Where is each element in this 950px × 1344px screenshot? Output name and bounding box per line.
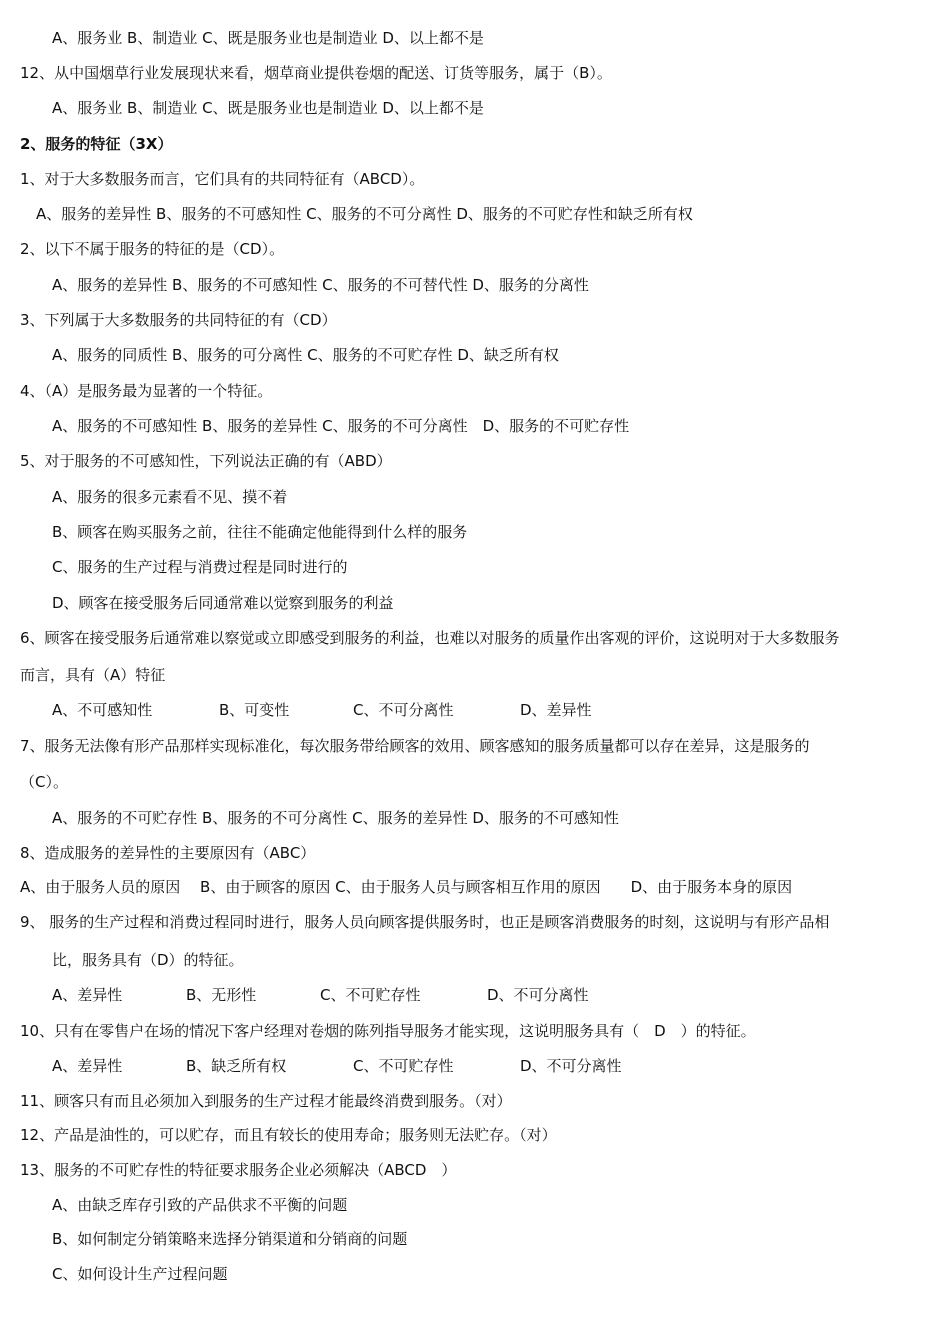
option-c: C、不可分离性: [353, 701, 454, 719]
question-11: 11、顾客只有而且必须加入到服务的生产过程才能最终消费到服务。（对）: [20, 1092, 512, 1110]
option-d: D、不可分离性: [520, 1057, 622, 1075]
question-2: 2、以下不属于服务的特征的是（CD）。: [20, 240, 285, 258]
question-1-options: A、服务的差异性 B、服务的不可感知性 C、服务的不可分离性 D、服务的不可贮存性和缺乏所有权: [36, 205, 693, 223]
question-4-options: A、服务的不可感知性 B、服务的差异性 C、服务的不可分离性 D、服务的不可贮存性: [52, 417, 630, 435]
question-3: 3、下列属于大多数服务的共同特征的有（CD）: [20, 311, 337, 329]
question-5-option-c: C、服务的生产过程与消费过程是同时进行的: [52, 558, 348, 576]
question-2-options: A、服务的差异性 B、服务的不可感知性 C、服务的不可替代性 D、服务的分离性: [52, 276, 589, 294]
option-line: A、服务业 B、制造业 C、既是服务业也是制造业 D、以上都不是: [52, 29, 484, 47]
question-10: 10、只有在零售户在场的情况下客户经理对卷烟的陈列指导服务才能实现，这说明服务具有（ D ）的特征。: [20, 1022, 756, 1040]
option-b: B、可变性: [219, 701, 290, 719]
question-7-cont: （C）。: [20, 773, 68, 791]
question-1: 1、对于大多数服务而言，它们具有的共同特征有（ABCD）。: [20, 170, 425, 188]
option-a: A、差异性: [52, 1057, 123, 1075]
question-6-options: [52, 699, 592, 721]
question-5-option-d: D、顾客在接受服务后同通常难以觉察到服务的利益: [52, 594, 394, 612]
question-8-options: A、由于服务人员的原因 B、由于顾客的原因 C、由于服务人员与顾客相互作用的原因 D、由于服务本身的原因: [20, 878, 793, 896]
question-5-option-a: A、服务的很多元素看不见、摸不着: [52, 488, 288, 506]
option-b: B、缺乏所有权: [186, 1057, 287, 1075]
question-8: 8、造成服务的差异性的主要原因有（ABC）: [20, 844, 316, 862]
question-3-options: A、服务的同质性 B、服务的可分离性 C、服务的不可贮存性 D、缺乏所有权: [52, 346, 559, 364]
question-6-cont: 而言，具有（A）特征: [20, 666, 166, 684]
option-a: A、不可感知性: [52, 701, 153, 719]
option-c: C、不可贮存性: [320, 986, 421, 1004]
option-d: D、差异性: [520, 701, 592, 719]
question-9-options: [52, 984, 589, 1006]
option-b: B、无形性: [186, 986, 257, 1004]
question-10-options: [52, 1055, 622, 1077]
question-7-options: A、服务的不可贮存性 B、服务的不可分离性 C、服务的差异性 D、服务的不可感知性: [52, 809, 619, 827]
question-13-option-a: A、由缺乏库存引致的产品供求不平衡的问题: [52, 1196, 348, 1214]
question-7: 7、服务无法像有形产品那样实现标准化，每次服务带给顾客的效用、顾客感知的服务质量都可以存在差异，这是服务的: [20, 737, 810, 755]
question-9: 9、 服务的生产过程和消费过程同时进行，服务人员向顾客提供服务时，也正是顾客消费服务的时刻，这说明与有形产品相: [20, 913, 830, 931]
option-line: A、服务业 B、制造业 C、既是服务业也是制造业 D、以上都不是: [52, 99, 484, 117]
question-4: 4、（A）是服务最为显著的一个特征。: [20, 382, 273, 400]
option-a: A、差异性: [52, 986, 123, 1004]
question-13: 13、服务的不可贮存性的特征要求服务企业必须解决（ABCD ）: [20, 1161, 457, 1179]
question-12: 12、产品是油性的，可以贮存，而且有较长的使用寿命；服务则无法贮存。（对）: [20, 1126, 557, 1144]
question-5: 5、对于服务的不可感知性，下列说法正确的有（ABD）: [20, 452, 392, 470]
option-d: D、不可分离性: [487, 986, 589, 1004]
question-12-prev: 12、从中国烟草行业发展现状来看，烟草商业提供卷烟的配送、订货等服务，属于（B）。: [20, 64, 612, 82]
option-c: C、不可贮存性: [353, 1057, 454, 1075]
question-13-option-c: C、如何设计生产过程问题: [52, 1265, 228, 1283]
section-heading: 2、服务的特征（3X）: [20, 135, 173, 153]
question-6: 6、顾客在接受服务后通常难以察觉或立即感受到服务的利益，也难以对服务的质量作出客观的评价，这说明对于大多数服务: [20, 629, 840, 647]
question-13-option-b: B、如何制定分销策略来选择分销渠道和分销商的问题: [52, 1230, 408, 1248]
question-9-cont: 比，服务具有（D）的特征。: [52, 951, 244, 969]
question-5-option-b: B、顾客在购买服务之前，往往不能确定他能得到什么样的服务: [52, 523, 468, 541]
